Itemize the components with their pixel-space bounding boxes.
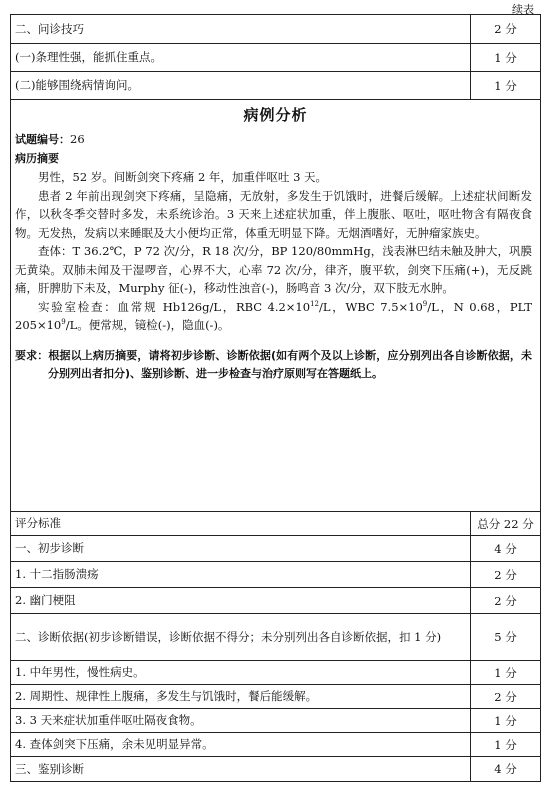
table-row [11,757,540,781]
table-row [11,733,540,757]
table-row [11,512,540,536]
case-body [15,130,532,384]
score-cell: 4 分 [494,762,517,776]
item-cell: 2. 幽门梗阻 [11,588,471,613]
item-cell: 3. 3 天来症状加重伴呕吐隔夜食物。 [11,709,471,732]
item-cell: 1. 中年男性，慢性病史。 [11,661,471,684]
item-cell: 4. 查体剑突下压痛，余未见明显异常。 [11,733,471,756]
score-cell: 2 分 [494,22,517,36]
score-cell: 1 分 [494,665,517,680]
lab-exponent: 12 [310,299,319,308]
lab-exponent: 9 [61,318,66,327]
score-cell: 1 分 [494,50,517,65]
score-cell: 2 分 [494,689,517,704]
item-cell: 三、鉴别诊断 [11,757,471,781]
table-row [11,15,540,44]
history-paragraph: 患者 2 年前出现剑突下疼痛，呈隐痛，无放射，多发生于饥饿时，进餐后缓解。上述症状间断发作，以秋冬季交替时多发，未系统诊治。3 天来上述症状加重，伴上腹胀、呕吐，呕吐物含有隔夜食物。无发热，发病以来睡眠及大小便均正常，体重无明显下降。无烟酒嗜好，无肿瘤家族史。 [15,188,532,240]
score-cell: 5 分 [494,630,517,644]
question-number [15,130,532,150]
score-cell: 2 分 [494,567,517,582]
lab-exponent: 9 [422,299,428,308]
patient-line: 男性，52 岁。间断剑突下疼痛 2 年，加重伴呕吐 3 天。 [38,170,328,184]
case-section [11,100,540,512]
question-number-value: 26 [70,132,85,146]
table-row [11,72,540,100]
case-title: 病例分析 [243,106,308,124]
lab-text: /L。便常规，镜检(-)，隐血(-)。 [65,318,230,332]
item-cell: 2. 周期性、规律性上腹痛，多发生与饥饿时，餐后能缓解。 [11,685,471,708]
score-cell: 1 分 [494,713,517,728]
score-cell: 4 分 [494,541,517,556]
item-cell: 一、初步诊断 [11,536,471,561]
score-cell: 2 分 [494,593,517,608]
item-cell: 二、诊断依据(初步诊断错误，诊断依据不得分；未分别列出各自诊断依据，扣 1 分) [11,614,471,660]
requirement: 要求：根据以上病历摘要，请将初步诊断、诊断依据(如有两个及以上诊断，应分别列出各自诊断依据，未分别列出者扣分)、鉴别诊断、进一步检查与治疗原则写在答题纸上。 [15,348,532,380]
question-number-label: 试题编号： [15,133,70,146]
table-row [11,685,540,709]
table-row [11,661,540,685]
item-cell: 1. 十二指肠溃疡 [11,562,471,587]
lab-text: 实验室检查：血常规 Hb126g/L，RBC 4.2×10 [38,299,311,314]
item-cell: 二、问诊技巧 [11,15,471,43]
table-row [11,709,540,733]
table-row [11,614,540,661]
score-cell: 1 分 [494,737,517,752]
lab-paragraph [15,298,532,335]
exam-paragraph: 查体：T 36.2℃，P 72 次/分，R 18 次/分，BP 120/80mmHg，浅表淋巴结未触及肿大，巩膜无黄染。双肺未闻及干湿啰音，心界不大，心率 72 次/分，律齐，腹平软，剑突下压痛(+)，无反跳痛，肝脾肋下未及，Murphy 征(-)，移动性浊音(-)，肠鸣音 3 次/分，双下肢无水肿。 [15,244,532,295]
item-cell: (一)条理性强，能抓住重点。 [11,44,471,71]
table-row [11,562,540,588]
score-table [10,14,541,782]
score-cell: 1 分 [494,78,517,93]
lab-text: /L，N 0.68，PLT 205×10 [15,299,533,332]
score-cell: 总分 22 分 [477,516,534,531]
lab-text: /L，WBC 7.5×10 [319,299,423,314]
table-row [11,44,540,72]
summary-heading: 病历摘要 [15,151,59,165]
table-row [11,536,540,562]
item-cell: (二)能够围绕病情询问。 [11,72,471,99]
item-cell: 评分标准 [11,512,471,535]
table-row [11,588,540,614]
continued-label: 续表 [512,3,534,16]
